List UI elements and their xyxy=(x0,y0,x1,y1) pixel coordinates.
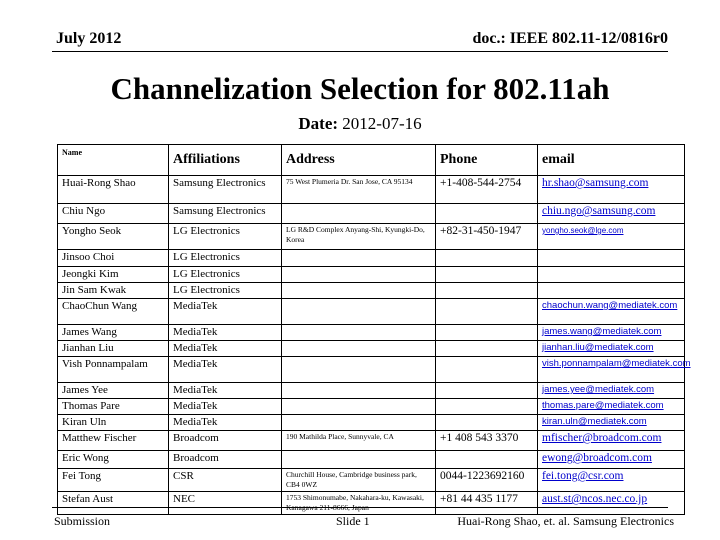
cell-name: Jeongki Kim xyxy=(58,267,169,283)
cell-phone xyxy=(436,325,538,341)
cell-name: Thomas Pare xyxy=(58,399,169,415)
table-row xyxy=(58,431,685,451)
column-header-phone: Phone xyxy=(436,145,538,176)
cell-email[interactable]: hr.shao@samsung.com xyxy=(538,176,685,204)
table-row xyxy=(58,325,685,341)
cell-affiliation: Broadcom xyxy=(169,451,282,469)
footer-author: Huai-Rong Shao, et. al. Samsung Electronics xyxy=(457,514,674,528)
cell-address xyxy=(282,283,436,299)
cell-affiliation: LG Electronics xyxy=(169,250,282,267)
cell-email[interactable]: james.wang@mediatek.com xyxy=(538,325,685,341)
cell-name: Matthew Fischer xyxy=(58,431,169,451)
footer-submission: Submission xyxy=(54,514,111,528)
cell-email[interactable]: mfischer@broadcom.com xyxy=(538,431,685,451)
cell-name: James Wang xyxy=(58,325,169,341)
table-row xyxy=(58,176,685,204)
cell-affiliation: Samsung Electronics xyxy=(169,204,282,224)
cell-address xyxy=(282,325,436,341)
cell-email[interactable]: kiran.uln@mediatek.com xyxy=(538,415,685,431)
cell-name: Fei Tong xyxy=(58,469,169,492)
cell-address xyxy=(282,415,436,431)
table-body xyxy=(58,176,691,515)
header-date: July 2012 xyxy=(56,30,122,47)
cell-name: ChaoChun Wang xyxy=(58,299,169,325)
cell-affiliation: MediaTek xyxy=(169,399,282,415)
cell-phone xyxy=(436,283,538,299)
cell-affiliation: Samsung Electronics xyxy=(169,176,282,204)
cell-address xyxy=(282,341,436,357)
cell-address xyxy=(282,399,436,415)
cell-phone xyxy=(436,399,538,415)
cell-email[interactable]: chiu.ngo@samsung.com xyxy=(538,204,685,224)
cell-name: Eric Wong xyxy=(58,451,169,469)
table-header-row xyxy=(58,145,685,176)
footer-slide-number: Slide 1 xyxy=(336,514,370,528)
cell-address xyxy=(282,383,436,399)
cell-phone xyxy=(436,451,538,469)
authors-table xyxy=(57,144,691,515)
cell-email[interactable]: aust.st@ncos.nec.co.jp xyxy=(538,492,685,515)
table-row xyxy=(58,283,685,299)
cell-email xyxy=(538,267,685,283)
cell-phone xyxy=(436,267,538,283)
table-row xyxy=(58,299,685,325)
cell-address xyxy=(282,204,436,224)
cell-address: 1753 Shimonumabe, Nakahara-ku, Kawasaki, Kanagawa 211-8666, Japan xyxy=(282,492,436,515)
table-row xyxy=(58,341,685,357)
cell-name: Vish Ponnampalam xyxy=(58,357,169,383)
column-header-email: email xyxy=(538,145,685,176)
cell-email[interactable]: thomas.pare@mediatek.com xyxy=(538,399,685,415)
cell-address: Churchill House, Cambridge business park, CB4 0WZ xyxy=(282,469,436,492)
cell-phone xyxy=(436,299,538,325)
cell-affiliation: MediaTek xyxy=(169,415,282,431)
cell-affiliation: LG Electronics xyxy=(169,267,282,283)
cell-phone: +1 408 543 3370 xyxy=(436,431,538,451)
cell-affiliation: CSR xyxy=(169,469,282,492)
table-row xyxy=(58,415,685,431)
cell-email xyxy=(538,250,685,267)
table-row xyxy=(58,250,685,267)
cell-email[interactable]: ewong@broadcom.com xyxy=(538,451,685,469)
cell-phone xyxy=(436,415,538,431)
cell-name: Jinsoo Choi xyxy=(58,250,169,267)
date-label: Date: xyxy=(298,114,339,133)
table-row xyxy=(58,357,685,383)
cell-email[interactable]: yongho.seok@lge.com xyxy=(538,224,685,250)
cell-affiliation: MediaTek xyxy=(169,299,282,325)
cell-affiliation: MediaTek xyxy=(169,325,282,341)
date-value: 2012-07-16 xyxy=(342,114,422,133)
cell-name: Yongho Seok xyxy=(58,224,169,250)
cell-name: Stefan Aust xyxy=(58,492,169,515)
cell-name: Jianhan Liu xyxy=(58,341,169,357)
column-header-name: Name xyxy=(58,145,169,176)
cell-name: Jin Sam Kwak xyxy=(58,283,169,299)
cell-affiliation: Broadcom xyxy=(169,431,282,451)
cell-phone: 0044-1223692160 xyxy=(436,469,538,492)
cell-email[interactable]: james.yee@mediatek.com xyxy=(538,383,685,399)
cell-name: Chiu Ngo xyxy=(58,204,169,224)
cell-address: 190 Mathilda Place, Sunnyvale, CA xyxy=(282,431,436,451)
cell-email[interactable]: chaochun.wang@mediatek.com xyxy=(538,299,685,325)
cell-email[interactable]: jianhan.liu@mediatek.com xyxy=(538,341,685,357)
cell-affiliation: NEC xyxy=(169,492,282,515)
column-header-affiliations: Affiliations xyxy=(169,145,282,176)
table-row xyxy=(58,399,685,415)
header-doc-number: doc.: IEEE 802.11-12/0816r0 xyxy=(472,30,668,47)
cell-address xyxy=(282,451,436,469)
cell-address xyxy=(282,250,436,267)
table-row xyxy=(58,204,685,224)
cell-phone: +82-31-450-1947 xyxy=(436,224,538,250)
cell-address xyxy=(282,267,436,283)
cell-phone xyxy=(436,341,538,357)
cell-phone xyxy=(436,383,538,399)
table-row xyxy=(58,383,685,399)
cell-name: Huai-Rong Shao xyxy=(58,176,169,204)
cell-address xyxy=(282,357,436,383)
cell-email[interactable]: vish.ponnampalam@mediatek.com xyxy=(538,357,685,383)
cell-affiliation: MediaTek xyxy=(169,383,282,399)
cell-name: Kiran Uln xyxy=(58,415,169,431)
cell-address: LG R&D Complex Anyang-Shi, Kyungki-Do, Korea xyxy=(282,224,436,250)
footer-rule xyxy=(52,507,668,508)
table-row xyxy=(58,469,685,492)
cell-phone: +81 44 435 1177 xyxy=(436,492,538,515)
cell-phone xyxy=(436,204,538,224)
slide-date xyxy=(0,114,720,134)
table-row xyxy=(58,224,685,250)
cell-affiliation: LG Electronics xyxy=(169,283,282,299)
cell-address: 75 West Plumeria Dr. San Jose, CA 95134 xyxy=(282,176,436,204)
cell-phone xyxy=(436,250,538,267)
cell-phone xyxy=(436,357,538,383)
cell-affiliation: LG Electronics xyxy=(169,224,282,250)
cell-email xyxy=(538,283,685,299)
table-row xyxy=(58,451,685,469)
cell-name: James Yee xyxy=(58,383,169,399)
table-row xyxy=(58,492,685,515)
header-rule xyxy=(52,51,668,52)
slide-title: Channelization Selection for 802.11ah xyxy=(110,71,610,106)
column-header-address: Address xyxy=(282,145,436,176)
table-row xyxy=(58,267,685,283)
cell-address xyxy=(282,299,436,325)
cell-affiliation: MediaTek xyxy=(169,341,282,357)
cell-phone: +1-408-544-2754 xyxy=(436,176,538,204)
cell-affiliation: MediaTek xyxy=(169,357,282,383)
cell-email[interactable]: fei.tong@csr.com xyxy=(538,469,685,492)
